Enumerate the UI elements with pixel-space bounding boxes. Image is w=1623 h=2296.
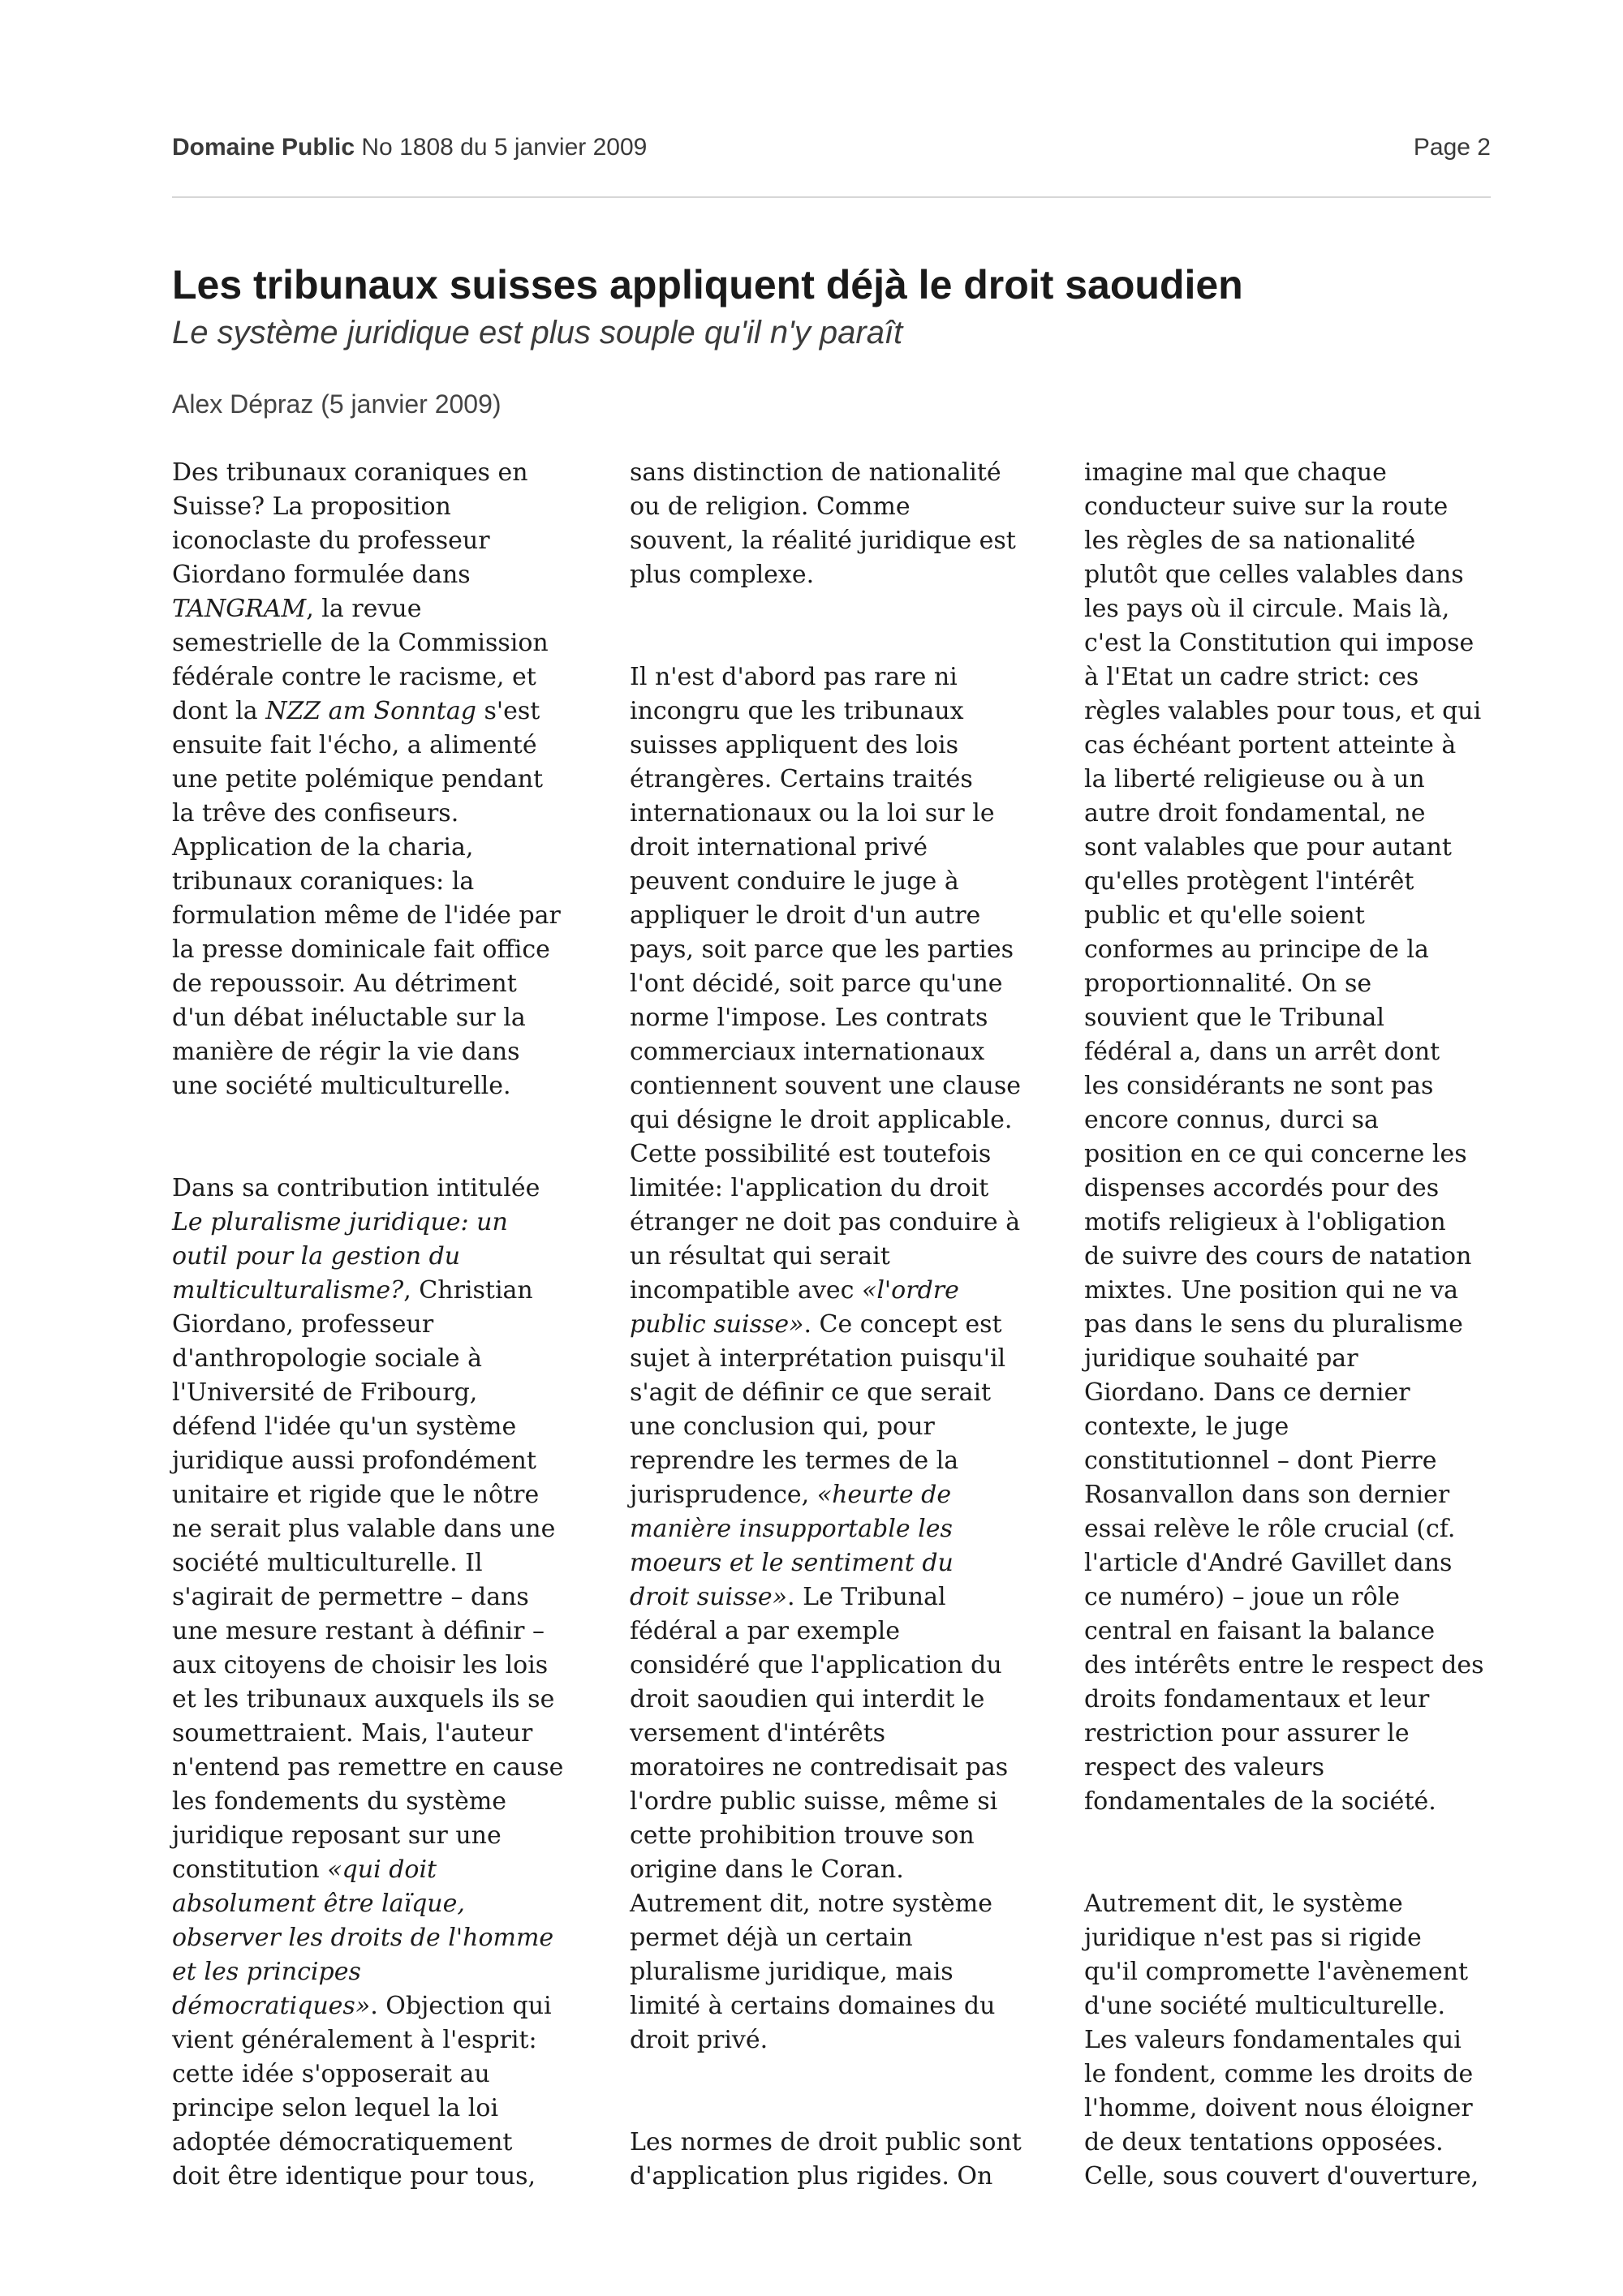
- emphasis-text: «qui doit absolument être laïque, observer les droits de l'homme et les principes démocratiques»: [172, 1855, 554, 2020]
- paragraph: [1084, 456, 1514, 1819]
- paragraph-text: Il n'est d'abord pas rare ni incongru que les tribunaux suisses appliquent des lois étrangères. Certains traités internationaux ou la loi sur le droit international privé peuvent conduire le juge à appliquer le droit d'un autre pays, soit parce que les parties l'ont décidé, soit parce qu'une norme l'impose. Les contrats commerciaux internationaux contiennent souvent une clause qui désigne le droit applicable. Cette possibilité est toutefois limitée: l'application du droit étranger ne doit pas conduire à un résultat qui serait incompatible avec: [630, 663, 1021, 1305]
- text-column-2: [630, 456, 1060, 2194]
- text-column-1: [172, 456, 602, 2194]
- article-byline: Alex Dépraz (5 janvier 2009): [172, 389, 502, 419]
- article-title: Les tribunaux suisses appliquent déjà le droit saoudien: [172, 262, 1243, 307]
- paragraph-text: imagine mal que chaque conducteur suive sur la route les règles de sa nationalité plutôt que celles valables dans les pays où il circule. Mais là, c'est la Constitution qui impose à l'Etat un cadre strict: ces règles valables pour tous, et qui cas échéant portent atteinte à la liberté religieuse ou à un autre droit fondamental, ne sont valables que pour autant qu'elles protègent l'intérêt public et qu'elle soient conformes au principe de la proportionnalité. On se souvient que le Tribunal fédéral a, dans un arrêt dont les considérants ne sont pas encore connus, durci sa position en ce qui concerne les dispenses accordés pour des motifs religieux à l'obligation de suivre des cours de natation mixtes. Une position qui ne va pas dans le sens du pluralisme juridique souhaité par Giordano. Dans ce dernier contexte, le juge constitutionnel – dont Pierre Rosanvallon dans son dernier essai relève le rôle crucial (cf. l'article d'André Gavillet dans ce numéro) – joue un rôle central en faisant la balance des intérêts entre le respect des droits fondamentaux et leur restriction pour assurer le respect des valeurs fondamentales de la société.: [1084, 458, 1484, 1816]
- header-divider: [172, 196, 1491, 198]
- paragraph-text: s'est ensuite fait l'écho, a alimenté une petite polémique pendant la trêve des confiseurs. Application de la charia, tribunaux coraniques: la formulation même de l'idée par la presse dominicale fait office de repoussoir. Au détriment d'un débat inéluctable sur la manière de régir la vie dans une société multiculturelle.: [172, 697, 561, 1100]
- paragraph-text: , la revue semestrielle de la Commission fédérale contre le racisme, et dont la: [172, 595, 549, 725]
- emphasis-text: TANGRAM: [172, 595, 307, 623]
- paragraph-text: sans distinction de nationalité ou de religion. Comme souvent, la réalité juridique est plus complexe.: [630, 458, 1016, 589]
- paragraph-text: . Le Tribunal fédéral a par exemple considéré que l'application du droit saoudien qui interdit le versement d'intérêts moratoires ne contredisait pas l'ordre public suisse, même si cette prohibition trouve son origine dans le Coran. Autrement dit, notre système permet déjà un certain pluralisme juridique, mais limité à certains domaines du droit privé.: [630, 1583, 1009, 2054]
- paragraph-text: Dans sa contribution intitulée: [172, 1174, 540, 1202]
- paragraph: [1084, 1887, 1514, 2194]
- paragraph: [172, 1172, 602, 2194]
- article-subtitle: Le système juridique est plus souple qu'il n'y paraît: [172, 315, 903, 350]
- paragraph: [630, 456, 1060, 592]
- emphasis-text: «heurte de manière insupportable les moeurs et le sentiment du droit suisse»: [630, 1481, 954, 1611]
- paragraph-text: , Christian Giordano, professeur d'anthropologie sociale à l'Université de Fribourg, défend l'idée qu'un système juridique aussi profondément unitaire et rigide que le nôtre ne serait plus valable dans une société multiculturelle. Il s'agirait de permettre – dans une mesure restant à définir – aux citoyens de choisir les lois et les tribunaux auxquels ils se soumettraient. Mais, l'auteur n'entend pas remettre en cause les fondements du système juridique reposant sur une constitution: [172, 1276, 564, 1884]
- emphasis-text: «l'ordre public suisse»: [630, 1276, 959, 1339]
- paragraph-text: Les normes de droit public sont d'application plus rigides. On: [630, 2128, 1022, 2191]
- publication-name: Domaine Public: [172, 134, 355, 161]
- header-issue-line: [172, 134, 647, 161]
- page-header: [172, 134, 1491, 174]
- paragraph: [172, 456, 602, 1103]
- paragraph-text: Des tribunaux coraniques en Suisse? La proposition iconoclaste du professeur Giordano formulée dans: [172, 458, 528, 589]
- paragraph: [630, 2126, 1060, 2194]
- paragraph: [630, 660, 1060, 2057]
- text-column-3: [1084, 456, 1514, 2194]
- emphasis-text: NZZ am Sonntag: [265, 697, 476, 725]
- emphasis-text: Le pluralisme juridique: un outil pour la gestion du multiculturalisme?: [172, 1208, 508, 1305]
- paragraph-text: . Objection qui vient généralement à l'esprit: cette idée s'opposerait au principe selon lequel la loi adoptée démocratiquement doit être identique pour tous,: [172, 1992, 552, 2191]
- paragraph-text: . Ce concept est sujet à interprétation puisqu'il s'agit de définir ce que serait une conclusion qui, pour reprendre les termes de la jurisprudence,: [630, 1310, 1006, 1509]
- issue-info: No 1808 du 5 janvier 2009: [361, 134, 648, 161]
- page-number: Page 2: [1413, 134, 1491, 161]
- paragraph-text: Autrement dit, le système juridique n'est pas si rigide qu'il compromette l'avènement d'une société multiculturelle. Les valeurs fondamentales qui le fondent, comme les droits de l'homme, doivent nous éloigner de deux tentations opposées. Celle, sous couvert d'ouverture,: [1084, 1890, 1479, 2191]
